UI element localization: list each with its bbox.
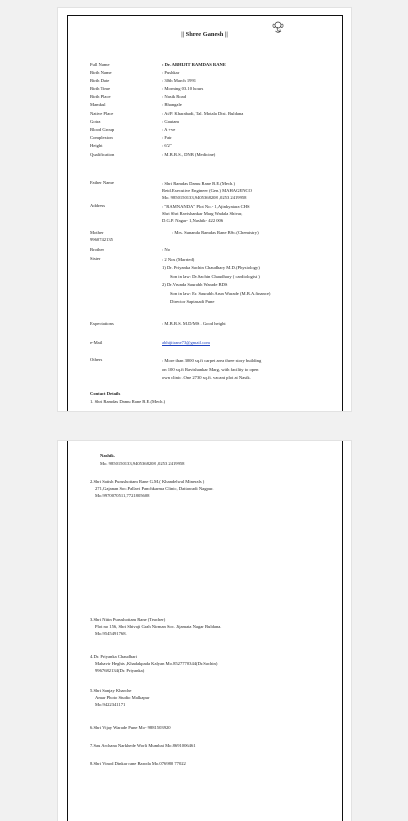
contact-3-name: 3.Shri Nitin Purushottam Rane (Teacher)	[90, 617, 166, 622]
expectations-label: Expectations	[90, 321, 114, 326]
contact-5	[90, 687, 149, 708]
profile-label: Birth Name	[90, 70, 112, 75]
brother-label: Brother	[90, 247, 105, 252]
ganesh-icon	[271, 20, 285, 34]
contact-details-title: Contact Details	[90, 391, 121, 396]
contact-4	[90, 653, 217, 674]
address-line-1: : "RAMNANDA" Plot No.- 1,Ajinkyatara CHS	[162, 204, 250, 209]
address-label: Address	[90, 203, 106, 208]
profile-value: : Pushkar	[162, 70, 180, 75]
profile-value: : Nasik Road	[162, 94, 186, 99]
contact-1: 1. Shri Ramdas Damu Rane B.E.(Mech.)	[90, 399, 166, 404]
mother-label: Mother	[90, 230, 104, 235]
contact-4-phone: 9967682134(Dr. Priyanka)	[95, 668, 145, 673]
father-name: : Shri Ramdas Damu Rane B.E.(Mech.)	[162, 181, 235, 186]
contact-4-address: Mahavir Heghts ,Khadakpada Kalyan Mo.8527770344(Dr.Sachin)	[95, 661, 218, 666]
others-line-3: own clinic .One 2730 sq.ft. vacant plot at Nasik.	[162, 375, 251, 381]
contact-2-phone: Mo.9970070511,7721805608	[95, 493, 150, 498]
profile-label: Gotra	[90, 119, 101, 124]
email-link[interactable]: abhijitrane73@gmail.com	[162, 340, 210, 345]
profile-label: Birth Time	[90, 86, 111, 91]
profile-value: : Dr. ABHIJIT RAMDAS RANE	[162, 62, 226, 67]
contact-8: 8.Shri Vinod Dinkar rane Baroda Mo.076980 77022	[90, 761, 186, 766]
contact-3	[90, 616, 221, 637]
brother-value: : No	[162, 247, 171, 252]
contact-1-phone: Mo. 9850150133,9405368208 ,0253 2419958	[100, 461, 185, 466]
profile-label: Birth Place	[90, 94, 111, 99]
contact-6: 6.Shri Vijay Warade Pune Mo- 9881503920	[90, 725, 171, 730]
mother-value: : Mrs. Sunanda Ramdas Rane BSc.(Chemistry)	[172, 230, 259, 235]
others-line-1: : More than 3000 sq.ft carpet area three story building	[162, 358, 262, 363]
profile-label: Height	[90, 143, 103, 148]
contact-5-name: 5.Shri Sanjay Kharche	[90, 688, 132, 693]
profile-value: : A +ve	[162, 127, 176, 132]
father-occupation: Retd.Executive Engineer (Gen.) MAHAGENCO	[162, 188, 252, 193]
profile-label: Blood Group	[90, 127, 115, 132]
profile-value: : Bhangale	[162, 102, 182, 107]
mother-phone: 9960742135	[90, 237, 113, 242]
contact-7: 7.Sau Archana Narkhede Worli Mumbai Mo.8691006461	[90, 743, 196, 748]
address-line-2: Shri Shri Ravishankar Marg Wadala Shivar,	[162, 211, 243, 216]
profile-label: Mamkul	[90, 102, 106, 107]
biodata-page-1	[58, 8, 351, 411]
father-phone: Mo. 9850150133,9405368208 ,0253 2419958	[162, 195, 247, 200]
contact-2	[90, 478, 214, 499]
father-label: Father Name	[90, 180, 114, 185]
sister-2-director: Director Saptasadi Pune	[170, 299, 215, 305]
sister-2-name: 2) Dr.Vrunda Saurabh Warade BDS	[162, 282, 228, 288]
contact-2-name: 2.Shri Satish Purushottam Rane G.M.( Khandelwal Minerals )	[90, 479, 205, 484]
profile-label: Birth Date	[90, 78, 110, 83]
page-header: || Shree Ganesh ||	[181, 31, 228, 38]
profile-value: : At/P. Kharabadi, Tal. Motala Dist. Buldana	[162, 111, 244, 116]
sister-2-spouse: Son in law: Er. Saurabh Arun Warade (M.B.A.finance)	[170, 290, 271, 296]
profile-value: : Gautam	[162, 119, 179, 124]
contact-3-phone: Mo.9545491768.	[95, 631, 127, 636]
sister-1-name: 1) Dr. Priyanka Sachin Chaudhary M.D.(Physiology)	[162, 265, 260, 271]
profile-value: : Morning 03.10 hours	[162, 86, 204, 91]
expectations-value: : M.B.B.S. M.D/MS . Good height	[162, 321, 226, 326]
email-label: e-Mail	[90, 340, 103, 345]
profile-label: Complexion	[90, 135, 113, 140]
contact-4-name: 4.Dr. Priyanka Chaudhari	[90, 654, 137, 659]
address-line-3: D.G.P. Nagar- 1,Nashik- 422 006	[162, 218, 224, 223]
profile-label: Qualification	[90, 152, 115, 157]
profile-label: Full Name	[90, 62, 110, 67]
biodata-page-2	[58, 441, 351, 821]
profile-value: : 6'2"	[162, 143, 172, 148]
others-label: Others	[90, 357, 103, 362]
sister-count: : 2 Nos (Married)	[162, 257, 195, 262]
contact-1-city: Nashik.	[100, 453, 115, 458]
contact-5-phone: Mo.9422341171	[95, 702, 126, 707]
contact-3-address: Plot no 156, Shri Shivaji Grah Nirman Soc. Jijamata Nagar Buldana.	[95, 624, 222, 629]
sister-1-spouse: Son in law: Dr.Sachin Chaudhary ( cardiologist )	[170, 273, 260, 279]
contact-5-address: Amar Photo Studio Malkapur	[95, 695, 150, 700]
profile-value: : M.B.B.S., DNB (Medicine)	[162, 152, 216, 157]
others-line-2: on 100 sq.ft Ravishankar Marg, with facility to open	[162, 366, 259, 372]
profile-label: Native Place	[90, 111, 114, 116]
profile-value: : 30th March 1991	[162, 78, 197, 83]
contact-2-address: 271,Gajanan Soc.Pallavi Panchkarma Clinic, Dattawadi Nagpur.	[95, 486, 214, 491]
profile-value: : Fair	[162, 135, 172, 140]
sister-label: Sister	[90, 256, 101, 261]
